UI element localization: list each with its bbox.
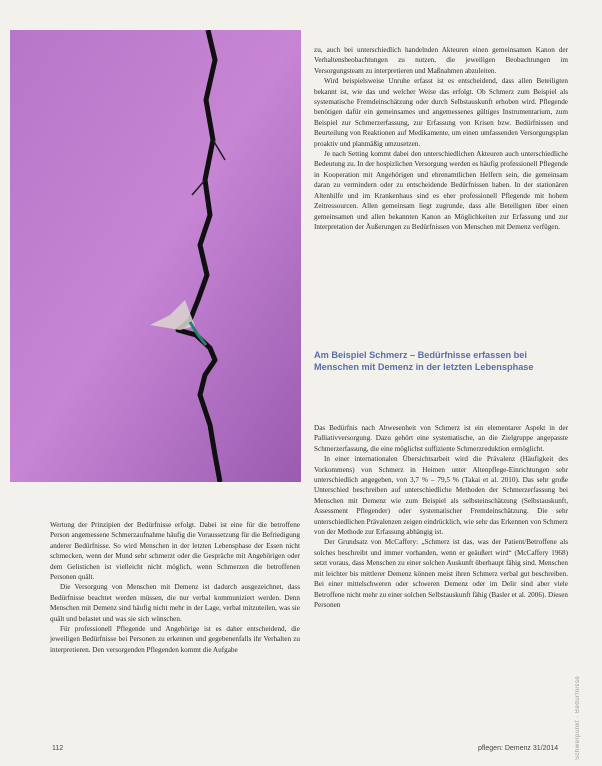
- cracked-wall-photo: [10, 30, 301, 482]
- left-text-column: [50, 520, 300, 655]
- left-paragraph-2: Die Versorgung von Menschen mit Demenz ist dadurch ausgezeichnet, dass Bedürfnisse beachtet werden müssen, die nur verbal kommuniziert werden. Denn Menschen mit Demenz sind häufig nicht mehr in der Lage, verbal mitzuteilen, was sie quält und belastet und was sie sich wünschen.: [50, 583, 300, 623]
- page-number: 112: [52, 745, 64, 752]
- journal-footer: pflegen: Demenz 31/2014: [478, 745, 559, 752]
- section-side-tab: Schwerpunkt · Bedürfnisse: [575, 675, 581, 760]
- right-top-paragraph-3: Je nach Setting kommt dabei den unterschiedlichen Akteuren auch unterschiedliche Bedeutung zu. In der hospizlichen Versorgung werden es häufig professionell Pflegende in Kooperation mit Angehörigen und ehrenamtlichen Helfern sein, die gemeinsam daran zu vermindern oder zu entscheidende Bedürfnissen haben. In der stationären Altenhilfe und im Krankenhaus sind es eher professionell Pflegende mit hohem Zeitressourcen. Allen gemeinsam liegt zugrunde, dass alle Beteiligten über einen gemeinsamen und allen bekannten Kanon an Möglichkeiten zur Erfassung und zur Interpretation der Äußerungen zu Bedürfnissen von Menschen mit Demenz verfügen.: [314, 150, 568, 231]
- right-text-column-top: [314, 45, 568, 232]
- right-bottom-paragraph-1: Das Bedürfnis nach Abwesenheit von Schmerz ist ein elementarer Aspekt in der Palliativversorgung. Dazu gehört eine systematische, an die Zielgruppe angepasste Schmerzerfassung, die eine möglichst suffiziente Schmerzreduktion ermöglicht.: [314, 424, 568, 453]
- right-bottom-paragraph-2: In einer internationalen Übersichtsarbeit wird die Prävalenz (Häufigkeit des Vorkommens) von Schmerz in Heimen unter Altenpflege-Einrichtungen sehr unterschiedlich angegeben, von 3,7 % – 79,5 % (Takai et al. 2010). Das sehr große Unterschied beschreiben auf unterschiedliche Methoden der Schmerzerfassung bei Menschen mit Demenz wie zum Beispiel als selbsteinschätzung (Selbstauskunft, Assessment Pflegender) oder systematischer Fremdeinschätzung. Die sehr unterschiedlichen Prävalenzen zeigen eindrücklich, wie sehr das Erkennen von Schmerz von der Methode zur Erfassung abhängig ist.: [314, 455, 568, 537]
- right-bottom-paragraph-3: Der Grundsatz von McCaffery: „Schmerz ist das, was der Patient/Betroffene als solches beschreibt und immer vorhanden, wenn er geäußert wird“ (McCaffery 1968) setzt voraus, dass Menschen zu einer solchen Auskunft überhaupt fähig sind. Menschen mit leichter bis mittlerer Demenz können meist ihren Schmerz verbal gut beschreiben. Bei einer mittelschweren oder schweren Demenz oder im Delir sind aber viele Betroffene nicht mehr zu einer solchen Selbstauskunft fähig (Basler et al. 2006). Diesen Personen: [314, 538, 568, 609]
- right-text-column-bottom: [314, 423, 568, 610]
- left-paragraph-3: Für professionell Pflegende und Angehörige ist es daher entscheidend, die jeweiligen Bedürfnisse bei Personen zu erkennen und gegebenenfalls ihr Verhalten zu interpretieren. Den versorgenden Pflegenden kommt die Aufgabe: [50, 625, 300, 654]
- left-paragraph-1: Wertung der Prinzipien der Bedürfnisse erfolgt. Dabei ist eine für die betroffene Person angemessene Schmerzaufnahme häufig die Voraussetzung für die Befriedigung anderer Bedürfnisse. So wird Menschen in der letzten Lebensphase der Essen nicht schmecken, wenn der Mund sehr schmerzt oder die Gespräche mit Angehörigen oder dem Gelistichen ist vielleicht nicht möglich, wenn Schmerzen die betroffenen Personen quält.: [50, 521, 300, 582]
- right-top-paragraph-2: Wird beispielsweise Unruhe erfasst ist es entscheidend, dass allen Beteiligten bekannt ist, wie das und welcher Weise das erfolgt. Ob Schmerz zum Beispiel als systematische Fremdeinschätzung oder durch Selbstauskunft erhoben wird. Pflegende benötigen dafür ein gemeinsames und angemessenes gültiges Instrumentarium, zum Beispiel zur Schmerzerfassung, zur Erfassung von Krisen bzw. Bedürfnissen und Beurteilung von Reaktionen auf Medikamente, um einen umfassenden Versorgungsplan proaktiv und planmäßig umzusetzen.: [314, 77, 568, 148]
- right-top-paragraph-1: zu, auch bei unterschiedlich handelnden Akteuren einen gemeinsamen Kanon der Verhaltensbeobachtungen zu nutzen, die jeweiligen Beobachtungen im Versorgungsteam zu interpretieren und Maßnahmen abzuleiten.: [314, 46, 568, 75]
- section-heading: Am Beispiel Schmerz – Bedürfnisse erfassen bei Menschen mit Demenz in der letzten Lebensphase: [314, 350, 534, 372]
